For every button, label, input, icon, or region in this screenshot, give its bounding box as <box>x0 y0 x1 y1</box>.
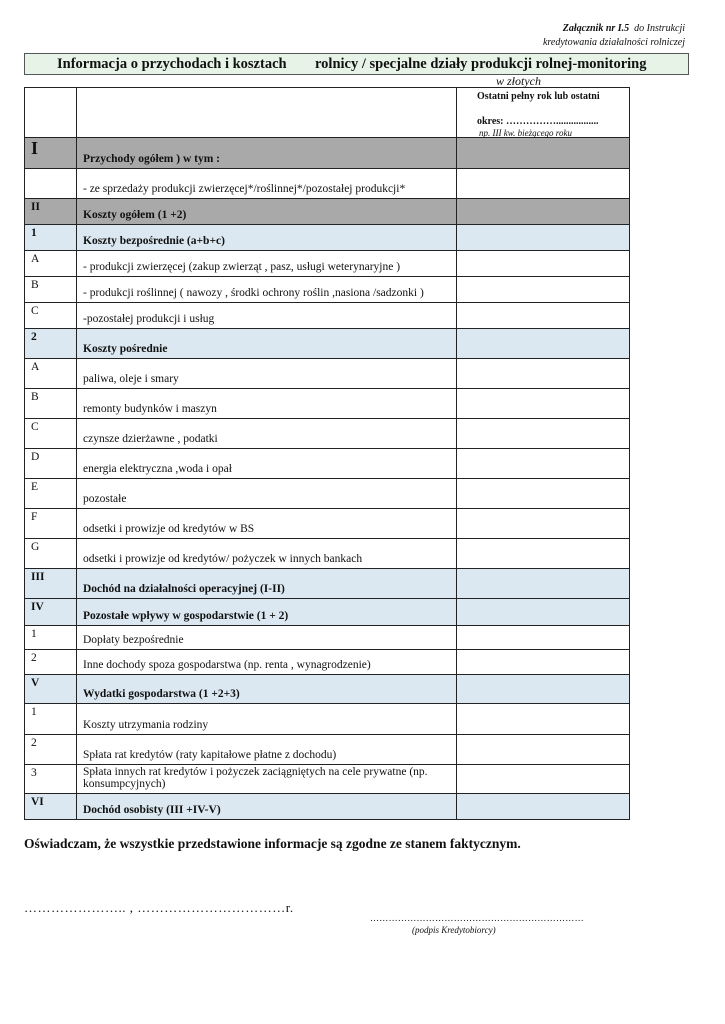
table-row <box>25 569 630 599</box>
row-label: Koszty utrzymania rodziny <box>77 704 457 735</box>
row-value-cell[interactable] <box>457 225 630 251</box>
title-part1: Informacja o przychodach i kosztach <box>57 56 287 72</box>
row-value-cell[interactable] <box>457 599 630 626</box>
row-label: odsetki i prowizje od kredytów/ pożyczek w innych bankach <box>77 539 457 569</box>
table-row <box>25 419 630 449</box>
row-number: B <box>25 389 77 419</box>
title-banner <box>24 53 689 75</box>
row-label: Wydatki gospodarstwa (1 +2+3) <box>77 675 457 704</box>
table-row <box>25 794 630 820</box>
annex-reference <box>470 22 685 50</box>
row-number: C <box>25 303 77 329</box>
row-label: czynsze dzierżawne , podatki <box>77 419 457 449</box>
row-label: Spłata rat kredytów (raty kapitałowe płatne z dochodu) <box>77 735 457 765</box>
row-value-cell[interactable] <box>457 419 630 449</box>
table-row <box>25 599 630 626</box>
row-value-cell[interactable] <box>457 389 630 419</box>
row-label: - produkcji roślinnej ( nawozy , środki ochrony roślin ,nasiona /sadzonki ) <box>77 277 457 303</box>
signature-caption: (podpis Kredytobiorcy) <box>412 925 496 935</box>
table-row <box>25 449 630 479</box>
table-row <box>25 251 630 277</box>
table-row <box>25 626 630 650</box>
table-row <box>25 389 630 419</box>
row-value-cell[interactable] <box>457 359 630 389</box>
row-number: 1 <box>25 704 77 735</box>
table-row <box>25 650 630 675</box>
row-number: VI <box>25 794 77 820</box>
row-label: Przychody ogółem ) w tym : <box>77 138 457 169</box>
row-value-cell[interactable] <box>457 765 630 794</box>
row-value-cell[interactable] <box>457 199 630 225</box>
row-number: A <box>25 359 77 389</box>
row-value-cell[interactable] <box>457 704 630 735</box>
row-value-cell[interactable] <box>457 675 630 704</box>
row-value-cell[interactable] <box>457 626 630 650</box>
table-row <box>25 199 630 225</box>
table-row <box>25 277 630 303</box>
row-label: Koszty bezpośrednie (a+b+c) <box>77 225 457 251</box>
row-label: Koszty ogółem (1 +2) <box>77 199 457 225</box>
table-row <box>25 509 630 539</box>
title-part2: rolnicy / specjalne działy produkcji rolnej-monitoring <box>315 56 647 72</box>
row-number: 2 <box>25 650 77 675</box>
row-number: F <box>25 509 77 539</box>
row-number: III <box>25 569 77 599</box>
row-label: remonty budynków i maszyn <box>77 389 457 419</box>
row-number: 2 <box>25 329 77 359</box>
row-label: Dopłaty bezpośrednie <box>77 626 457 650</box>
row-label: Spłata innych rat kredytów i pożyczek zaciągniętych na cele prywatne (np. konsumpcyjnych) <box>77 765 457 794</box>
row-value-cell[interactable] <box>457 509 630 539</box>
period-header-cell <box>457 88 630 138</box>
row-value-cell[interactable] <box>457 479 630 509</box>
row-number <box>25 169 77 199</box>
header-num-cell <box>25 88 77 138</box>
table-row <box>25 329 630 359</box>
row-number: 1 <box>25 225 77 251</box>
header-label-cell <box>77 88 457 138</box>
table-row <box>25 479 630 509</box>
row-label: Inne dochody spoza gospodarstwa (np. renta , wynagrodzenie) <box>77 650 457 675</box>
row-label: Dochód osobisty (III +IV-V) <box>77 794 457 820</box>
declaration-text: Oświadczam, że wszystkie przedstawione informacje są zgodne ze stanem faktycznym. <box>24 836 521 851</box>
income-cost-table <box>24 87 630 820</box>
table-row <box>25 704 630 735</box>
row-number: A <box>25 251 77 277</box>
table-header-row <box>25 88 630 138</box>
period-header-line1: Ostatni pełny rok lub ostatni <box>477 91 600 102</box>
table-row <box>25 169 630 199</box>
table-row <box>25 765 630 794</box>
row-number: 1 <box>25 626 77 650</box>
row-value-cell[interactable] <box>457 329 630 359</box>
row-number: B <box>25 277 77 303</box>
row-value-cell[interactable] <box>457 650 630 675</box>
row-value-cell[interactable] <box>457 251 630 277</box>
row-label: Dochód na działalności operacyjnej (I-II) <box>77 569 457 599</box>
row-number: 2 <box>25 735 77 765</box>
row-label: pozostałe <box>77 479 457 509</box>
signature-line[interactable]: …………………………………………………………… <box>370 913 584 923</box>
table-row <box>25 138 630 169</box>
row-value-cell[interactable] <box>457 138 630 169</box>
row-number: I <box>25 138 77 169</box>
table-row <box>25 225 630 251</box>
row-number: G <box>25 539 77 569</box>
row-value-cell[interactable] <box>457 449 630 479</box>
row-number: C <box>25 419 77 449</box>
row-label: energia elektryczna ,woda i opał <box>77 449 457 479</box>
currency-unit: w złotych <box>496 74 541 88</box>
row-value-cell[interactable] <box>457 735 630 765</box>
row-value-cell[interactable] <box>457 569 630 599</box>
row-number: E <box>25 479 77 509</box>
row-label: -pozostałej produkcji i usług <box>77 303 457 329</box>
annex-label: Załącznik nr I.5 <box>562 23 630 34</box>
period-header-line2: okres: ……………................. <box>477 116 599 127</box>
annex-ref-line2: kredytowania działalności rolniczej <box>542 37 685 48</box>
row-label: Koszty pośrednie <box>77 329 457 359</box>
annex-ref-line1: do Instrukcji <box>634 23 685 34</box>
row-label: Pozostałe wpływy w gospodarstwie (1 + 2) <box>77 599 457 626</box>
place-date-field[interactable]: ………………….. , ……………………………r. <box>24 900 294 915</box>
row-number: D <box>25 449 77 479</box>
row-number: 3 <box>25 765 77 794</box>
table-row <box>25 359 630 389</box>
row-label: odsetki i prowizje od kredytów w BS <box>77 509 457 539</box>
table-row <box>25 675 630 704</box>
row-value-cell[interactable] <box>457 303 630 329</box>
row-value-cell[interactable] <box>457 169 630 199</box>
row-label: - produkcji zwierzęcej (zakup zwierząt , pasz, usługi weterynaryjne ) <box>77 251 457 277</box>
period-header-hint: np. III kw. bieżącego roku <box>479 128 572 138</box>
row-value-cell[interactable] <box>457 794 630 820</box>
row-label: paliwa, oleje i smary <box>77 359 457 389</box>
row-number: II <box>25 199 77 225</box>
table-row <box>25 735 630 765</box>
table-row <box>25 539 630 569</box>
row-number: V <box>25 675 77 704</box>
row-value-cell[interactable] <box>457 539 630 569</box>
row-value-cell[interactable] <box>457 277 630 303</box>
row-number: IV <box>25 599 77 626</box>
row-label: - ze sprzedaży produkcji zwierzęcej*/roślinnej*/pozostałej produkcji* <box>77 169 457 199</box>
table-row <box>25 303 630 329</box>
